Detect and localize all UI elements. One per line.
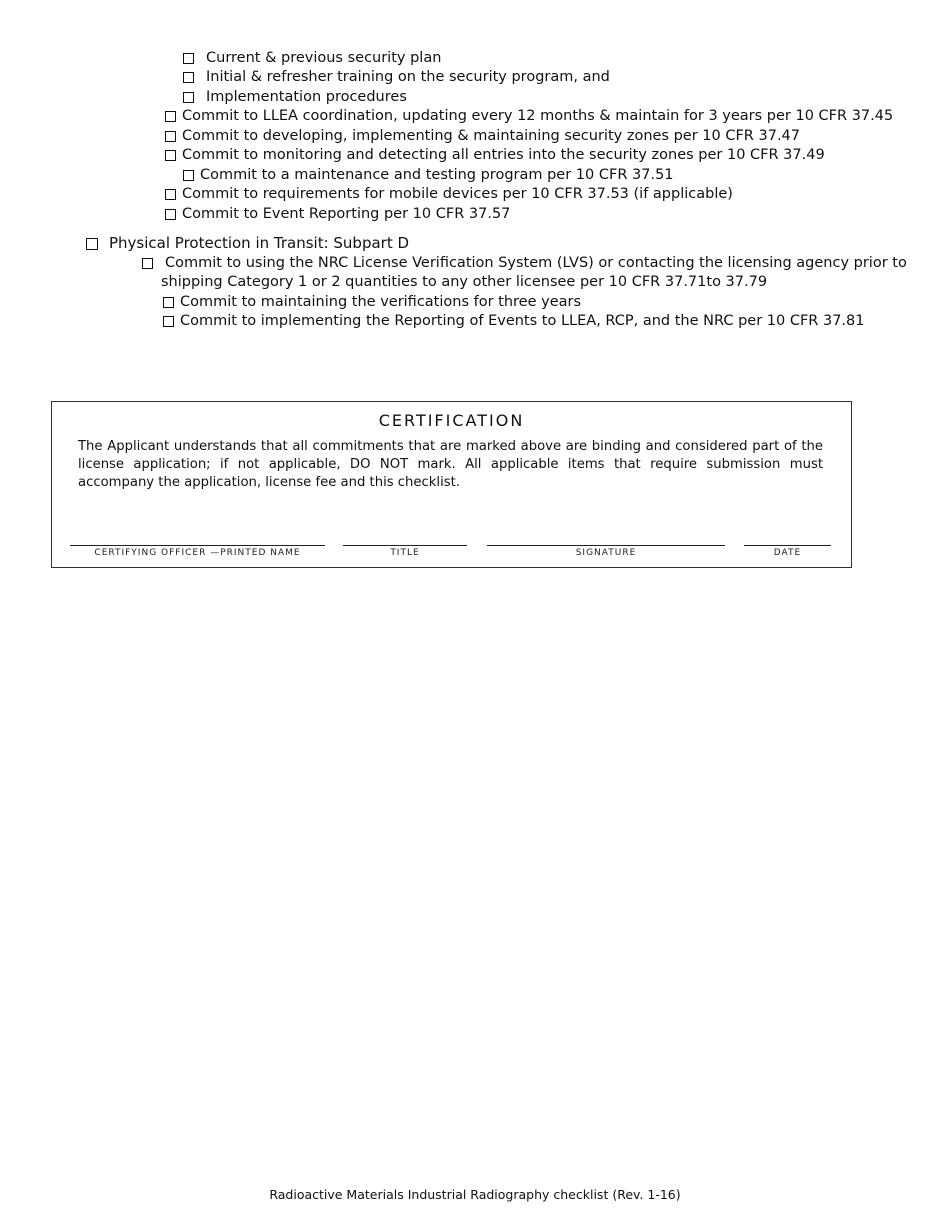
checkbox[interactable] <box>142 258 153 269</box>
checkbox[interactable] <box>163 297 174 308</box>
checklist-item <box>165 205 510 224</box>
transit-item <box>142 254 907 273</box>
checklist-sub-item <box>183 49 441 68</box>
checkbox[interactable] <box>165 131 176 142</box>
checkbox[interactable] <box>183 92 194 103</box>
checklist-sub-item <box>183 68 610 87</box>
transit-item-continuation: shipping Category 1 or 2 quantities to any other licensee per 10 CFR 37.71to 37.79 <box>161 274 768 290</box>
checkbox[interactable] <box>183 170 194 181</box>
checkbox[interactable] <box>183 53 194 64</box>
checklist-item-text: Commit to a maintenance and testing program per 10 CFR 37.51 <box>200 167 674 183</box>
checklist-item <box>165 185 733 204</box>
checklist-item <box>183 166 674 185</box>
signature-label: SIGNATURE <box>575 548 637 558</box>
checkbox[interactable] <box>183 72 194 83</box>
date-label: DATE <box>773 548 802 558</box>
checklist-item-text: Commit to maintaining the verifications for three years <box>180 294 582 310</box>
printed-name-label: CERTIFYING OFFICER —PRINTED NAME <box>94 548 301 558</box>
page-footer: Radioactive Materials Industrial Radiography checklist (Rev. 1-16) <box>269 1187 681 1202</box>
checkbox[interactable] <box>86 238 98 250</box>
checklist-item-text: Current & previous security plan <box>206 50 442 66</box>
checklist-item-text: Commit to monitoring and detecting all entries into the security zones per 10 CFR 37.49 <box>182 147 825 163</box>
certification-box <box>51 401 852 568</box>
checklist-item-text: Commit to Event Reporting per 10 CFR 37.57 <box>182 206 511 222</box>
checkbox[interactable] <box>165 150 176 161</box>
checklist-item-text: Commit to implementing the Reporting of Events to LLEA, RCP, and the NRC per 10 CFR 37.81 <box>180 313 865 329</box>
transit-section-heading <box>86 234 409 253</box>
section-heading-text: Physical Protection in Transit: Subpart D <box>109 234 410 252</box>
checklist-item-text: Commit to developing, implementing & maintaining security zones per 10 CFR 37.47 <box>182 128 801 144</box>
checklist-item-text: Commit to using the NRC License Verification System (LVS) or contacting the licensing agency prior to <box>165 255 907 271</box>
checkbox[interactable] <box>165 111 176 122</box>
checklist-item-text: Initial & refresher training on the security program, and <box>206 69 610 85</box>
printed-name-field[interactable] <box>70 545 325 546</box>
checklist-sub-item <box>183 88 407 107</box>
checkbox[interactable] <box>165 189 176 200</box>
signature-field[interactable] <box>487 545 725 546</box>
title-field[interactable] <box>343 545 467 546</box>
certification-title: CERTIFICATION <box>378 411 525 430</box>
date-field[interactable] <box>744 545 831 546</box>
checklist-item-text: Commit to LLEA coordination, updating every 12 months & maintain for 3 years per 10 CFR 37.45 <box>182 108 894 124</box>
checklist-item <box>165 146 825 165</box>
checklist-item <box>165 127 800 146</box>
checklist-item-text: Commit to requirements for mobile devices per 10 CFR 37.53 (if applicable) <box>182 186 733 202</box>
transit-item <box>163 312 865 331</box>
certification-text: The Applicant understands that all commitments that are marked above are binding and considered part of the license application; if not applicable, DO NOT mark. All applicable items that require submission must accompany the application, license fee and this checklist. <box>78 439 823 490</box>
checklist-item <box>165 107 893 126</box>
title-label: TITLE <box>390 548 420 558</box>
checkbox[interactable] <box>163 316 174 327</box>
checkbox[interactable] <box>165 209 176 220</box>
checklist-item-text: Implementation procedures <box>206 89 407 105</box>
transit-item <box>163 293 581 312</box>
